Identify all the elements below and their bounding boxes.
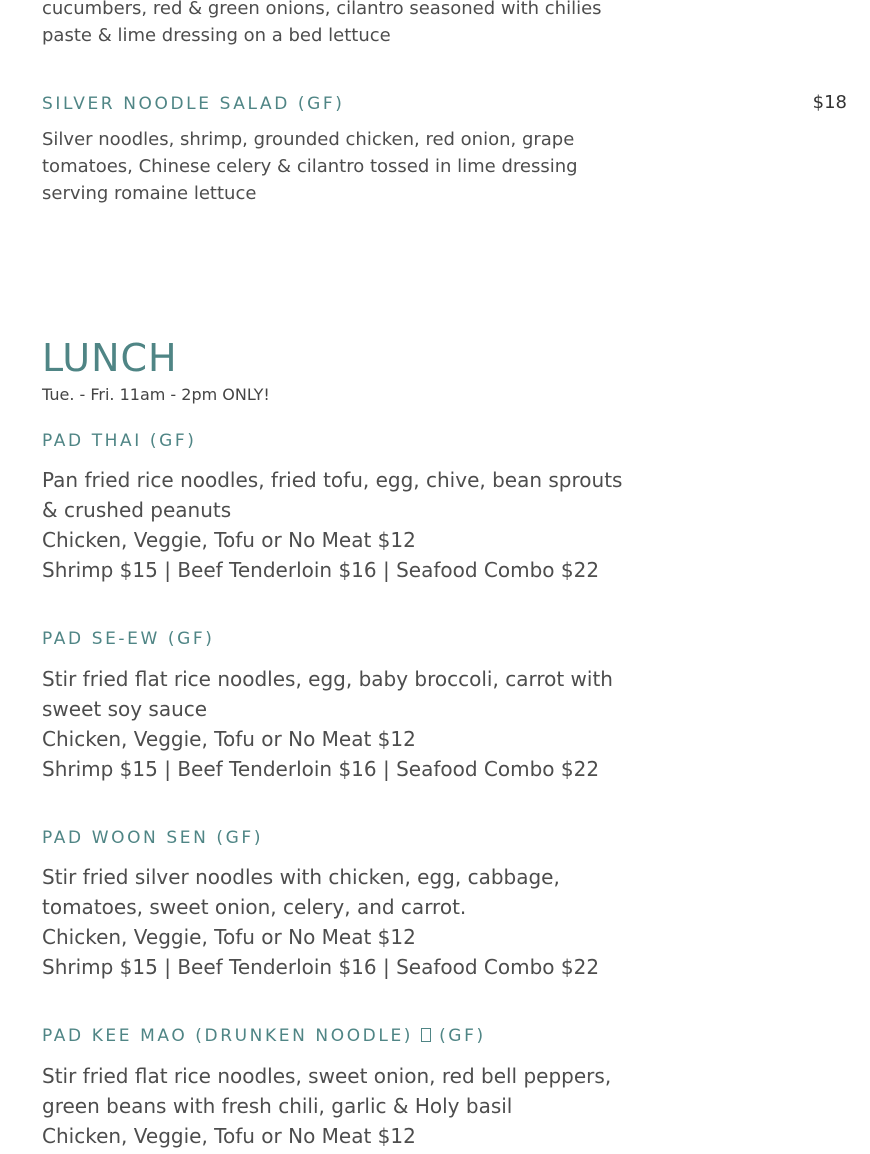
previous-item-description: cucumbers, red & green onions, cilantro seasoned with chilies paste & lime dressing on a bed lettuce bbox=[42, 0, 602, 46]
menu-item-title: PAD THAI (GF) bbox=[42, 431, 197, 451]
menu-item-pad-thai bbox=[42, 431, 642, 585]
lunch-section-title: LUNCH bbox=[42, 336, 178, 380]
gluten-free-tag: (GF) bbox=[439, 1026, 486, 1046]
menu-item-price-line: Shrimp $15 | Beef Tenderloin $16 | Seafood Combo $22 bbox=[42, 558, 600, 582]
menu-item-pad-kee-mao bbox=[42, 1026, 642, 1151]
silver-noodle-salad-price: $18 bbox=[812, 92, 847, 113]
menu-item-description: Stir fried flat rice noodles, egg, baby broccoli, carrot with sweet soy sauce bbox=[42, 667, 613, 721]
silver-noodle-salad-title: SILVER NOODLE SALAD (GF) bbox=[42, 94, 345, 114]
menu-item-price-line: Chicken, Veggie, Tofu or No Meat $12 bbox=[42, 528, 416, 552]
menu-item-price-line: Shrimp $15 | Beef Tenderloin $16 | Seafood Combo $22 bbox=[42, 757, 600, 781]
menu-item-description: Stir fried silver noodles with chicken, egg, cabbage, tomatoes, sweet onion, celery, and carrot. bbox=[42, 865, 560, 919]
menu-item-title: PAD WOON SEN (GF) bbox=[42, 828, 264, 848]
menu-item-pad-se-ew bbox=[42, 629, 642, 784]
menu-item-price-line: Chicken, Veggie, Tofu or No Meat $12 bbox=[42, 1124, 416, 1148]
menu-item-price-line: Chicken, Veggie, Tofu or No Meat $12 bbox=[42, 925, 416, 949]
lunch-hours: Tue. - Fri. 11am - 2pm ONLY! bbox=[42, 385, 270, 404]
menu-item-title bbox=[42, 1026, 642, 1061]
menu-item-description: Stir fried flat rice noodles, sweet onion, red bell peppers, green beans with fresh chili, garlic & Holy basil bbox=[42, 1064, 612, 1118]
menu-item-price-line: Shrimp $15 | Beef Tenderloin $16 | Seafood Combo $22 bbox=[42, 955, 600, 979]
menu-item-title: PAD SE-EW (GF) bbox=[42, 629, 215, 649]
chili-icon bbox=[421, 1028, 431, 1042]
menu-item-title-text: PAD KEE MAO (DRUNKEN NOODLE) bbox=[42, 1026, 414, 1046]
menu-item-pad-woon-sen bbox=[42, 828, 642, 982]
silver-noodle-salad-description: Silver noodles, shrimp, grounded chicken, red onion, grape tomatoes, Chinese celery & cilantro tossed in lime dressing serving romaine lettuce bbox=[42, 129, 578, 204]
menu-item-price-line: Chicken, Veggie, Tofu or No Meat $12 bbox=[42, 727, 416, 751]
menu-item-description: Pan fried rice noodles, fried tofu, egg, chive, bean sprouts & crushed peanuts bbox=[42, 468, 623, 522]
